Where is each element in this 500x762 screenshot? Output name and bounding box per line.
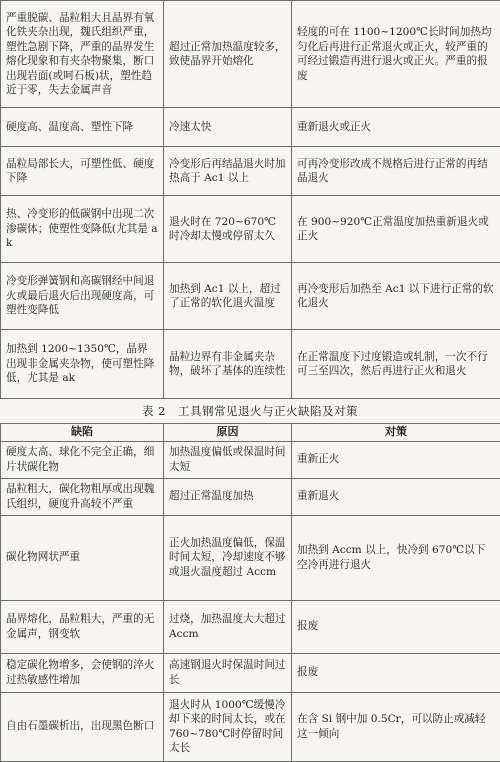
remedy-cell: 可再冷变形改成不规格后进行正常的再结晶退火 xyxy=(292,147,500,196)
table-row xyxy=(1,108,500,147)
table-row xyxy=(1,600,500,653)
cause-cell: 正火加热温度偏低，保温时间太短，冷却速度不够或退火温度超过 Accm xyxy=(164,515,292,600)
tool-steel-defects-table xyxy=(0,423,500,762)
defect-cell: 热、冷变形的低碳钢中出现二次渗碳体；使塑性变降低(尤其是 ak xyxy=(1,196,164,263)
table-header-row xyxy=(1,424,500,442)
remedy-cell: 加热到 Accm 以上，快冷到 670℃以下空冷再进行退火 xyxy=(292,515,500,600)
remedy-cell: 在 900~920℃正常温度加热重新退火或正火 xyxy=(292,196,500,263)
remedy-cell: 在正常温度下过度锻造或轧制，一次不行可三至四次，然后再进行正火和退火 xyxy=(292,330,500,399)
table-row xyxy=(1,147,500,196)
remedy-cell: 重新正火 xyxy=(292,441,500,478)
remedy-cell: 重新退火或正火 xyxy=(292,108,500,147)
table-row xyxy=(1,653,500,692)
remedy-cell: 再冷变形后加热至 Ac1 以下进行正常的软化退火 xyxy=(292,263,500,330)
cause-cell: 加热温度偏低或保温时间太短 xyxy=(164,441,292,478)
defect-cell: 晶粒局部长大，可塑性低、硬度下降 xyxy=(1,147,164,196)
remedy-cell: 报废 xyxy=(292,600,500,653)
cause-cell: 冷速太快 xyxy=(164,108,292,147)
table-row xyxy=(1,263,500,330)
table-row xyxy=(1,330,500,399)
table-row xyxy=(1,692,500,761)
cause-cell: 冷变形后再结晶退火时加热高于 Ac1 以上 xyxy=(164,147,292,196)
remedy-cell: 报废 xyxy=(292,653,500,692)
cause-cell: 退火时在 720~670℃时冷却太慢或停留太久 xyxy=(164,196,292,263)
defect-cell: 硬度太高、球化不完全正确，细片状碳化物 xyxy=(1,441,164,478)
table-row xyxy=(1,1,500,108)
table-row xyxy=(1,196,500,263)
column-header-cause: 原因 xyxy=(164,424,292,442)
cause-cell: 晶粒边界有非金属夹杂物，破坏了基体的连续性 xyxy=(164,330,292,399)
defect-cell: 晶粒粗大，碳化物粗厚或出现魏氏组织，硬度升高较不严重 xyxy=(1,478,164,515)
cause-cell: 过烧，加热温度大大超过 Accm xyxy=(164,600,292,653)
table-row xyxy=(1,515,500,600)
defect-cell: 稳定碳化物增多，会使钢的淬火过热敏感性增加 xyxy=(1,653,164,692)
remedy-cell: 在含 Si 钢中加 0.5Cr，可以防止或减轻这一倾向 xyxy=(292,692,500,761)
defect-cell: 硬度高、温度高、塑性下降 xyxy=(1,108,164,147)
table-row xyxy=(1,478,500,515)
column-header-defect: 缺陷 xyxy=(1,424,164,442)
remedy-cell: 重新退火 xyxy=(292,478,500,515)
cause-cell: 高速钢退火时保温时间过长 xyxy=(164,653,292,692)
cause-cell: 退火时从 1000℃缓慢冷却下来的时间太长，或在 760~780℃时停留时间太长 xyxy=(164,692,292,761)
defect-cell: 碳化物网状严重 xyxy=(1,515,164,600)
cause-cell: 加热到 Ac1 以上，超过了正常的软化退火温度 xyxy=(164,263,292,330)
table-row xyxy=(1,441,500,478)
defect-cell: 晶界熔化，晶粒粗大，严重的无金属声，钢变软 xyxy=(1,600,164,653)
defect-cell: 自由石墨碳析出，出现黑色断口 xyxy=(1,692,164,761)
defect-cell: 严重脱碳、晶粒粗大且晶界有氧化铁夹杂出现，魏氏组织严重，塑性急剧下降，严重的晶界发生熔化现象和有夹杂物聚集，断口出现岩面(或呵石板)状，塑性趋近于零，失去金属声音 xyxy=(1,1,164,108)
cause-cell: 超过正常温度加热 xyxy=(164,478,292,515)
defect-cell: 加热到 1200~1350℃，晶界出现非金属夹杂物，使可塑性降低，尤其是 ak xyxy=(1,330,164,399)
table-caption: 表 2 工具钢常见退火与正火缺陷及对策 xyxy=(0,399,500,423)
column-header-remedy: 对策 xyxy=(292,424,500,442)
defect-cell: 冷变形弹簧钢和高碳钢经中间退火或最后退火后出现硬度高，可塑性变降低 xyxy=(1,263,164,330)
cause-cell: 超过正常加热温度较多，致使晶界开始熔化 xyxy=(164,1,292,108)
remedy-cell: 轻度的可在 1100~1200℃长时间加热均匀化后再进行正常退火或正火，较严重的可经过锻造再进行退火或正火。严重的报废 xyxy=(292,1,500,108)
